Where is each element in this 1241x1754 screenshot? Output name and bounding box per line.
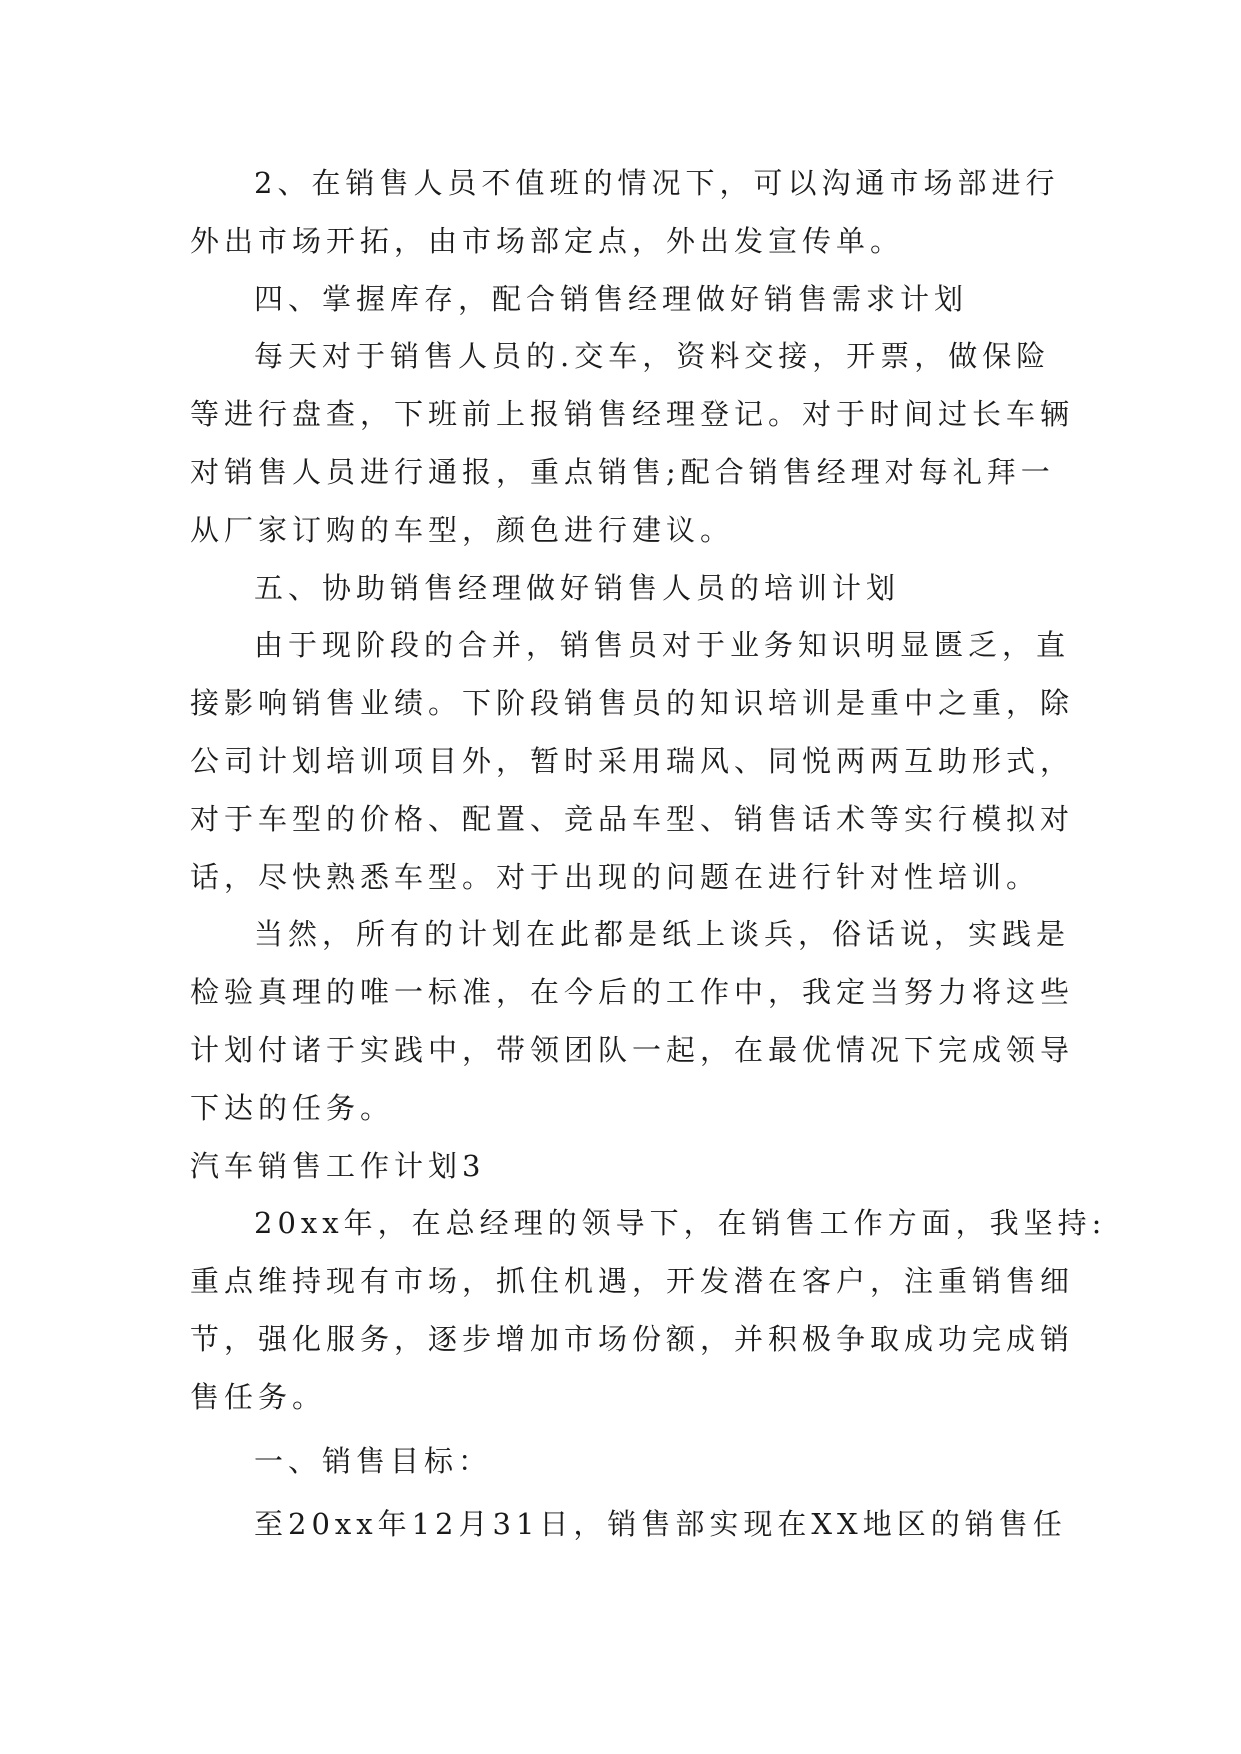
paragraph-line: 下达的任务。: [190, 1090, 395, 1125]
paragraph-line: 对销售人员进行通报，重点销售;配合销售经理对每礼拜一: [190, 454, 1055, 489]
paragraph-line: 当然，所有的计划在此都是纸上谈兵，俗话说，实践是: [254, 917, 1071, 952]
paragraph-line: 重点维持现有市场，抓住机遇，开发潜在客户，注重销售细: [190, 1264, 1075, 1299]
paragraph-line: 公司计划培训项目外，暂时采用瑞风、同悦两两互助形式，: [190, 743, 1075, 778]
paragraph-line: 至20xx年12月31日，销售部实现在XX地区的销售任: [254, 1507, 1067, 1542]
paragraph-line: 接影响销售业绩。下阶段销售员的知识培训是重中之重，除: [190, 686, 1075, 721]
paragraph-line: 计划付诸于实践中，带领团队一起，在最优情况下完成领导: [190, 1032, 1075, 1067]
paragraph-line: 从厂家订购的车型，颜色进行建议。: [190, 512, 735, 547]
document-body: [190, 155, 1107, 1554]
paragraph-line: 由于现阶段的合并，销售员对于业务知识明显匮乏，直: [254, 628, 1071, 663]
paragraph-line: 每天对于销售人员的.交车，资料交接，开票，做保险: [254, 339, 1051, 374]
paragraph-line: 话，尽快熟悉车型。对于出现的问题在进行针对性培训。: [190, 859, 1041, 894]
section-heading: 四、掌握库存，配合销售经理做好销售需求计划: [254, 281, 969, 316]
document-subtitle: 汽车销售工作计划3: [190, 1148, 486, 1183]
paragraph-line: 外出市场开拓，由市场部定点，外出发宣传单。: [190, 223, 905, 258]
paragraph-line: 20xx年，在总经理的领导下，在销售工作方面，我坚持:: [254, 1206, 1107, 1241]
section-heading: 五、协助销售经理做好销售人员的培训计划: [254, 570, 901, 605]
paragraph-line: 检验真理的唯一标准，在今后的工作中，我定当努力将这些: [190, 975, 1075, 1010]
paragraph-line: 2、在销售人员不值班的情况下，可以沟通市场部进行: [254, 166, 1060, 200]
paragraph-line: 售任务。: [190, 1379, 327, 1414]
paragraph-line: 等进行盘查，下班前上报销售经理登记。对于时间过长车辆: [190, 397, 1075, 432]
section-heading: 一、销售目标：: [254, 1443, 493, 1478]
paragraph-line: 对于车型的价格、配置、竞品车型、销售话术等实行模拟对: [190, 801, 1075, 836]
paragraph-line: 节，强化服务，逐步增加市场份额，并积极争取成功完成销: [190, 1321, 1075, 1356]
